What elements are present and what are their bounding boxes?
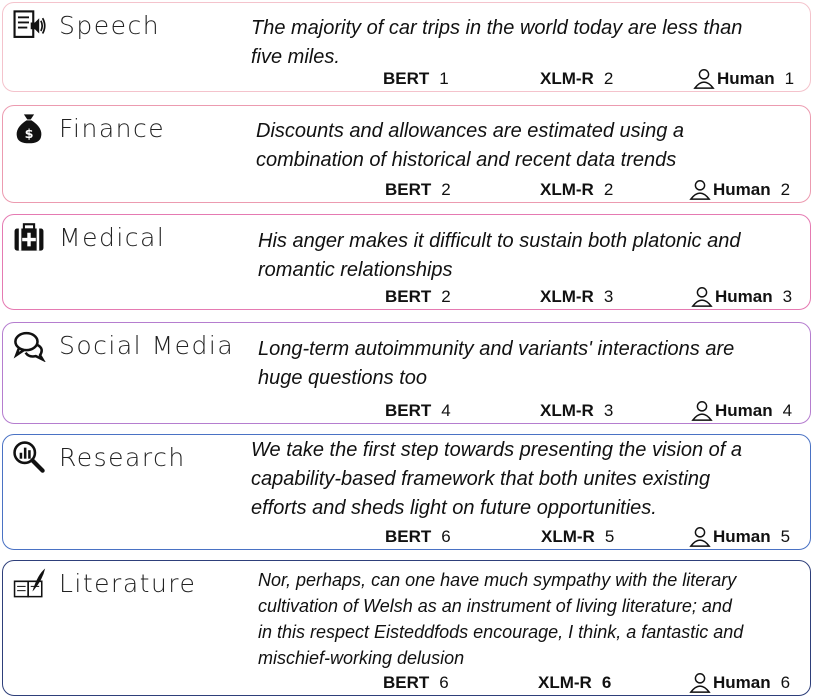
domain-title: Medical	[59, 222, 166, 252]
domain-title: Social Media	[59, 330, 235, 360]
person-icon	[691, 285, 713, 307]
domain-title: Speech	[59, 10, 161, 40]
score-row	[3, 397, 810, 421]
human-score: Human 2	[689, 178, 790, 200]
human-score: Human 1	[693, 67, 794, 89]
medical-kit-icon	[9, 219, 49, 255]
bert-score: BERT 1	[383, 69, 449, 88]
bert-score: BERT 2	[385, 180, 451, 199]
person-icon	[691, 399, 713, 421]
research-chart-icon	[9, 439, 49, 475]
example-sentence: His anger makes it difficult to sustain both platonic and romantic relationships	[258, 230, 741, 281]
bert-score: BERT 6	[383, 673, 449, 692]
svg-text:$: $	[24, 127, 34, 143]
human-score: Human 5	[689, 525, 790, 547]
score-row	[3, 283, 810, 307]
xlmr-score: XLM-R 3	[540, 287, 614, 306]
bert-score: BERT 6	[385, 527, 451, 546]
chat-bubbles-icon	[9, 327, 49, 363]
example-sentence: Long-term autoimmunity and variants' interactions are huge questions too	[258, 338, 735, 389]
example-sentence: Discounts and allowances are estimated using a combination of historical and recent data trends	[256, 120, 685, 171]
domain-title: Research	[59, 442, 186, 472]
xlmr-score: XLM-R 2	[540, 180, 614, 199]
domain-title: Literature	[59, 568, 197, 598]
score-row	[3, 669, 810, 693]
score-row	[3, 65, 810, 89]
person-icon	[693, 67, 715, 89]
money-bag-icon	[9, 110, 49, 146]
human-score: Human 4	[691, 399, 792, 421]
score-row	[3, 176, 810, 200]
domain-card-social-media	[2, 322, 811, 424]
human-score: Human 3	[691, 285, 792, 307]
person-icon	[689, 671, 711, 693]
xlmr-score: XLM-R 3	[540, 401, 614, 420]
domain-card-speech	[2, 2, 811, 92]
domain-card-research	[2, 434, 811, 550]
speech-document-icon	[9, 7, 49, 43]
person-icon	[689, 178, 711, 200]
xlmr-score: XLM-R 5	[541, 527, 615, 546]
bert-score: BERT 4	[385, 401, 451, 420]
example-sentence: We take the first step towards presenting the vision of a capability-based framework that both unites existing efforts and sheds light on future opportunities.	[251, 439, 742, 519]
person-icon	[689, 525, 711, 547]
example-sentence: Nor, perhaps, can one have much sympathy with the literary cultivation of Welsh as an instrument of living literature; and in this respect Eisteddfods encourage, I think, a fantastic and mischief-working delusion	[258, 570, 744, 668]
xlmr-score: XLM-R 2	[540, 69, 614, 88]
bert-score: BERT 2	[385, 287, 451, 306]
book-quill-icon	[9, 565, 49, 601]
domain-card-medical	[2, 214, 811, 310]
score-row	[3, 523, 810, 547]
human-score: Human 6	[689, 671, 790, 693]
domain-card-finance	[2, 105, 811, 203]
example-sentence: The majority of car trips in the world today are less than five miles.	[251, 17, 743, 68]
domain-card-literature	[2, 560, 811, 696]
domain-title: Finance	[59, 113, 166, 143]
xlmr-score: XLM-R 6	[538, 673, 612, 692]
